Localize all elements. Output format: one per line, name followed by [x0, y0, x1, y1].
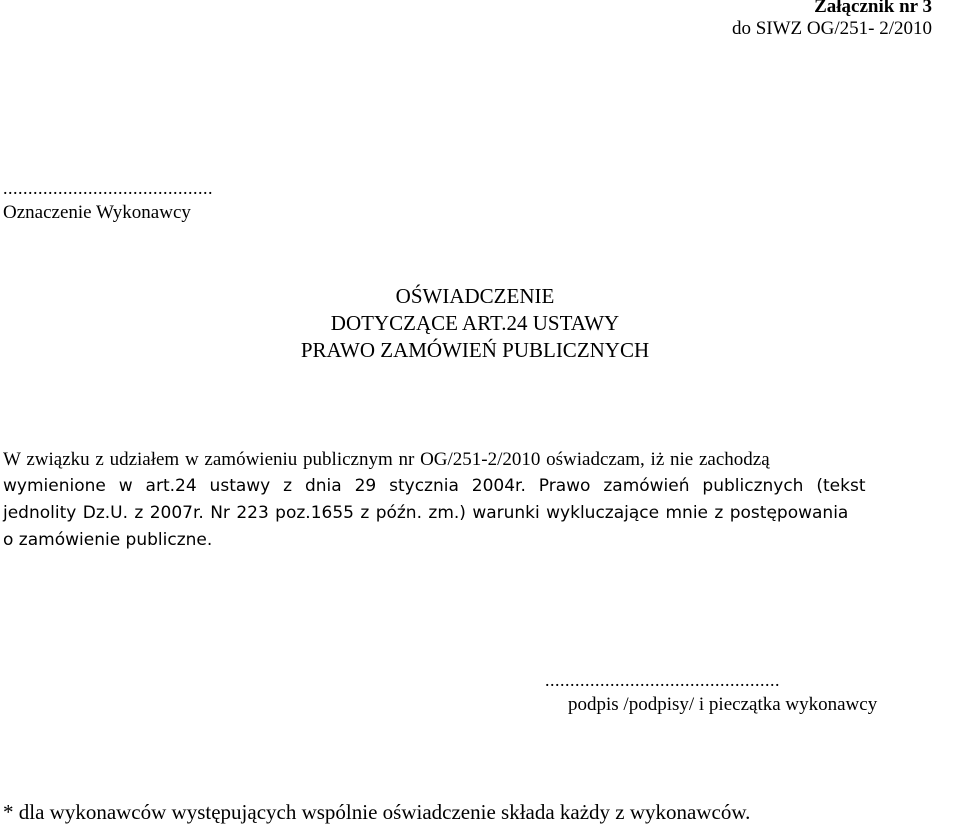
contractor-dots: .......................................... — [3, 178, 213, 198]
contractor-label: Oznaczenie Wykonawcy — [3, 202, 191, 223]
attachment-reference: do SIWZ OG/251- 2/2010 — [731, 18, 932, 39]
signature-label: podpis /podpisy/ i pieczątka wykonawcy — [568, 694, 878, 715]
declaration-text-line3: jednolity Dz.U. z 2007r. Nr 223 poz.1655 z późn. zm.) warunki wykluczające mnie z postępowania — [3, 503, 849, 523]
attachment-title: Załącznik nr 3 — [814, 0, 932, 17]
declaration-text-line1: W związku z udziałem w zamówieniu publicznym nr OG/251-2/2010 oświadczam, iż nie zachodzą — [3, 449, 770, 470]
declaration-text-line4: o zamówienie publiczne. — [3, 530, 213, 550]
declaration-text-line2: wymienione w art.24 ustawy z dnia 29 stycznia 2004r. Prawo zamówień publicznych (tekst — [3, 476, 866, 496]
declaration-heading-line1: OŚWIADCZENIE — [395, 284, 555, 308]
signature-dots: ............................................... — [545, 670, 780, 690]
declaration-heading-line3: PRAWO ZAMÓWIEŃ PUBLICZNYCH — [300, 338, 650, 362]
footnote: * dla wykonawców występujących wspólnie oświadczenie składa każdy z wykonawców. — [3, 800, 751, 824]
declaration-heading-line2: DOTYCZĄCE ART.24 USTAWY — [330, 311, 620, 335]
